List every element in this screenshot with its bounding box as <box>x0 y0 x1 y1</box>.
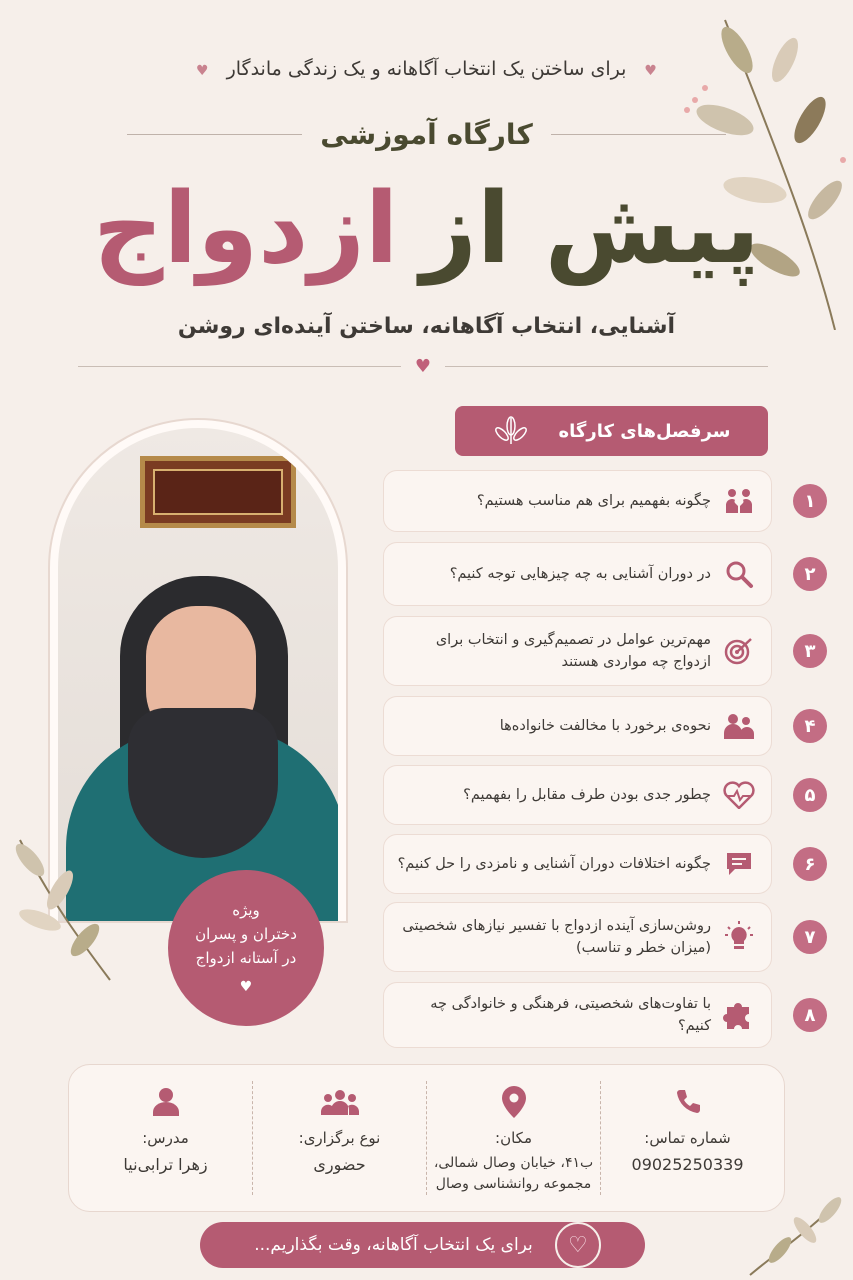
topic-number: ۵ <box>793 778 827 812</box>
heart-icon: ♡ <box>555 1222 601 1268</box>
topics-heading <box>455 406 768 456</box>
badge-line-2: دختران و پسران <box>195 924 297 943</box>
subtitle: کارگاه آموزشی <box>320 118 533 151</box>
location-value-1: ب۴۱، خیابان وصال شمالی، <box>433 1155 594 1171</box>
hero-word-1: پیش از <box>420 172 760 286</box>
footer-banner <box>200 1222 645 1268</box>
group-icon <box>320 1081 360 1123</box>
audience-badge <box>168 870 324 1026</box>
topic-item-8 <box>383 982 816 1048</box>
hero-word-2: ازدواج <box>93 172 399 286</box>
topic-text: روشن‌سازی آینده ازدواج با تفسیر نیازهای شخصیتی (میزان خطر و تناسب) <box>402 917 711 956</box>
teacher-value: زهرا ترابی‌نیا <box>123 1155 208 1174</box>
hands-heart-icon <box>717 487 761 515</box>
info-event-type <box>252 1081 426 1195</box>
info-location <box>426 1081 600 1195</box>
topic-text: مهم‌ترین عوامل در تصمیم‌گیری و انتخاب برای ازدواج چه مواردی هستند <box>435 631 711 670</box>
heart-icon: ♥ <box>644 63 657 79</box>
slogan: آشنایی، انتخاب آگاهانه، ساختن آینده‌ای روشن <box>177 314 676 339</box>
badge-line-1: ویژه <box>232 900 260 919</box>
heart-icon: ♥ <box>196 63 209 79</box>
topic-number: ۶ <box>793 847 827 881</box>
topic-text: چطور جدی بودن طرف مقابل را بفهمیم؟ <box>463 786 711 803</box>
info-panel <box>68 1064 785 1212</box>
topic-item-6 <box>383 834 816 894</box>
puzzle-icon <box>717 999 761 1031</box>
heart-icon: ♥ <box>239 978 253 995</box>
heart-divider <box>78 356 768 377</box>
topic-item-2 <box>383 542 816 606</box>
topic-item-1 <box>383 470 816 532</box>
info-phone <box>600 1081 774 1195</box>
topic-text: در دوران آشنایی به چه چیزهایی توجه کنیم؟ <box>449 565 711 582</box>
teacher-label: مدرس: <box>142 1129 189 1147</box>
tagline-text: برای ساختن یک انتخاب آگاهانه و یک زندگی ماندگار <box>226 58 627 80</box>
leaf-icon <box>493 416 529 446</box>
topic-item-7 <box>383 902 816 972</box>
target-icon <box>717 636 761 666</box>
topic-text: با تفاوت‌های شخصیتی، فرهنگی و خانوادگی چه کنیم؟ <box>430 995 711 1034</box>
family-icon <box>717 712 761 740</box>
location-value-2: مجموعه روانشناسی وصال <box>435 1176 592 1192</box>
footer-text: برای یک انتخاب آگاهانه، وقت بگذاریم... <box>254 1235 533 1255</box>
phone-label: شماره تماس: <box>644 1129 731 1147</box>
divider-line <box>551 134 726 135</box>
location-label: مکان: <box>495 1129 532 1147</box>
chat-icon <box>717 850 761 878</box>
divider-line <box>78 366 401 367</box>
phone-value[interactable]: 09025250339 <box>631 1155 744 1174</box>
lightbulb-icon <box>717 921 761 953</box>
topic-item-4 <box>383 696 816 756</box>
phone-icon <box>673 1081 703 1123</box>
topic-item-5 <box>383 765 816 825</box>
location-pin-icon <box>501 1081 527 1123</box>
badge-line-3: در آستانه ازدواج <box>195 948 297 967</box>
heart-icon: ♥ <box>414 356 432 377</box>
leaf-branch-decoration <box>0 830 120 990</box>
tagline <box>0 58 853 80</box>
divider-line <box>445 366 768 367</box>
search-icon <box>717 559 761 589</box>
hero-title <box>0 172 853 286</box>
topic-number: ۴ <box>793 709 827 743</box>
info-teacher <box>79 1081 252 1195</box>
topic-text: نحوه‌ی برخورد با مخالفت خانواده‌ها <box>499 717 711 734</box>
user-icon <box>151 1081 181 1123</box>
divider-line <box>127 134 302 135</box>
instructor-scarf <box>128 708 278 858</box>
topic-number: ۸ <box>793 998 827 1032</box>
topic-text: چگونه بفهمیم برای هم مناسب هستیم؟ <box>476 492 711 509</box>
topic-item-3 <box>383 616 816 686</box>
leaf-branch-decoration <box>740 1190 850 1280</box>
wall-frame <box>140 456 296 528</box>
event-type-label: نوع برگزاری: <box>298 1129 381 1147</box>
topics-heading-text: سرفصل‌های کارگاه <box>558 420 731 442</box>
topic-number: ۲ <box>793 557 827 591</box>
heartbeat-icon <box>717 781 761 809</box>
topic-text: چگونه اختلافات دوران آشنایی و نامزدی را حل کنیم؟ <box>397 855 711 872</box>
topic-number: ۳ <box>793 634 827 668</box>
topic-number: ۱ <box>793 484 827 518</box>
topic-number: ۷ <box>793 920 827 954</box>
subtitle-row <box>0 118 853 151</box>
event-type-value: حضوری <box>313 1155 366 1174</box>
